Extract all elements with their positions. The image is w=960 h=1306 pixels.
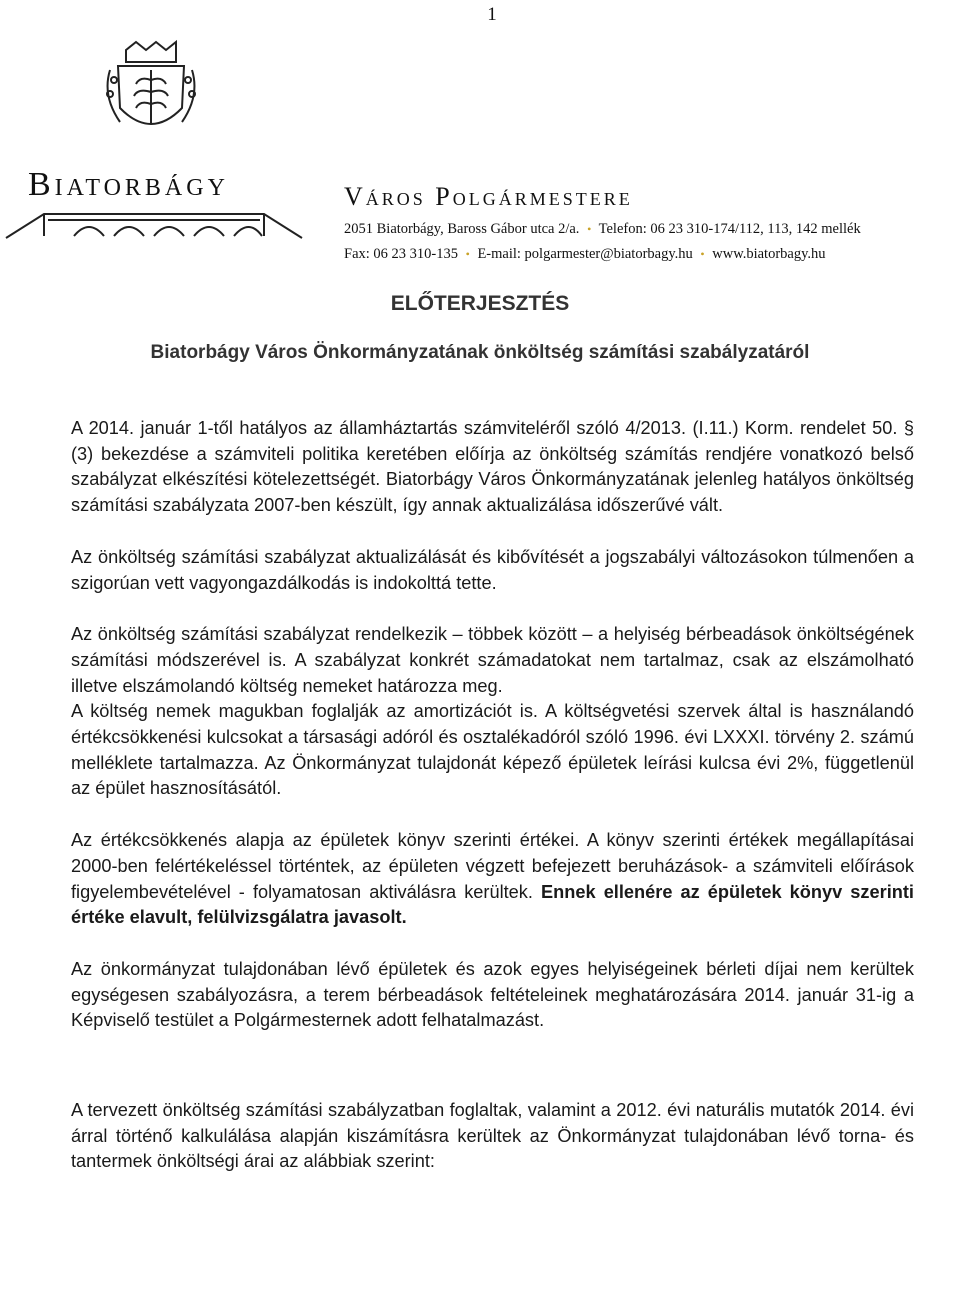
paragraph-1: A 2014. január 1-től hatályos az államháztartás számviteléről szóló 4/2013. (I.11.) Korm. rendelet 50. § (3) bekezdése a számviteli politika keretében előírja az önköltség számítás rendjére vonatkozó belső szabályzat elkészítési kötelezettségét. Biatorbágy Város Önkormányzatának jelenleg hatályos önköltség számítási szabályzata 2007-ben készült, így annak aktualizálása időszerűvé vált. — [71, 418, 914, 516]
website-text: www.biatorbagy.hu — [712, 246, 826, 262]
paragraph-4: A költség nemek magukban foglalják az amortizációt is. A költségvetési szervek által is használandó értékcsökkenési kulcsokat a társasági adóról és osztalékadóról szóló 1996. évi LXXXI. törvény 2. számú melléklete tartalmazza. Az Önkormányzat tulajdonát képező épületek leírási kulcsa évi 2%, függetlenül az épület hasznosításától. — [71, 701, 914, 799]
paragraph-6: Az önkormányzat tulajdonában lévő épületek és azok egyes helyiségeinek bérleti díjai nem kerültek egységesen szabályozásra, a terem bérbeadások feltételeinek meghatározására 2014. január 31-ig a Képviselő testület a Polgármesternek adott felhatalmazást. — [71, 958, 914, 1031]
email-text: E-mail: polgarmester@biatorbagy.hu — [477, 246, 693, 262]
city-name: Biatorbágy — [28, 166, 229, 203]
viaduct-bridge-icon — [4, 206, 304, 240]
separator-dot: • — [587, 222, 592, 236]
fax-text: Fax: 06 23 310-135 — [344, 246, 458, 262]
separator-dot: • — [700, 247, 705, 261]
contact-line-fax-email — [344, 246, 826, 263]
page-number: 1 — [487, 4, 497, 25]
paragraph-7: A tervezett önköltség számítási szabályzatban foglaltak, valamint a 2012. évi naturális mutatók 2014. évi árral történő kalkulálása alapján kiszámításra kerültek az Önkormányzat tulajdonában lévő torna- és tantermek önköltségi árai az alábbiak szerint: — [71, 1100, 914, 1172]
paragraph-2: Az önköltség számítási szabályzat aktualizálását és kibővítését a jogszabályi változásokon túlmenően a szigorúan vett vagyongazdálkodás is indokolttá tette. — [71, 546, 914, 593]
separator-dot: • — [465, 247, 470, 261]
paragraph-5-emphasis: Ennek ellenére az épületek könyv szerinti értéke elavult, felülvizsgálatra javasolt. — [71, 881, 914, 928]
paragraph-3: Az önköltség számítási szabályzat rendelkezik – többek között – a helyiség bérbeadások önköltségének számítási módszerével is. A szabályzat konkrét számadatokat nem tartalmaz, csak az elszámolható illetve elszámolandó költség nemeket határozza meg. — [71, 624, 914, 696]
document-subtitle: Biatorbágy Város Önkormányzatának önköltség számítási szabályzatáról — [150, 342, 810, 363]
phone-text: Telefon: 06 23 310-174/112, 113, 142 mellék — [598, 221, 861, 237]
paragraph-5-text: Az értékcsökkenés alapja az épületek könyv szerinti értékei. A könyv szerinti értékek megállapításai 2000-ben felértékeléssel történtek, az épületen végzett befejezett beruházások- a számviteli előírások figyelembevételével - folyamatosan aktiválásra kerültek. — [71, 830, 914, 902]
address-text: 2051 Biatorbágy, Baross Gábor utca 2/a. — [344, 221, 580, 237]
office-title: Város Polgármestere — [344, 182, 633, 211]
city-crest-icon — [96, 36, 206, 146]
document-title: ELŐTERJESZTÉS — [390, 292, 570, 315]
contact-line-address — [344, 221, 861, 238]
document-body — [71, 416, 914, 1175]
letterhead — [0, 30, 960, 262]
paragraph-5 — [71, 828, 914, 931]
